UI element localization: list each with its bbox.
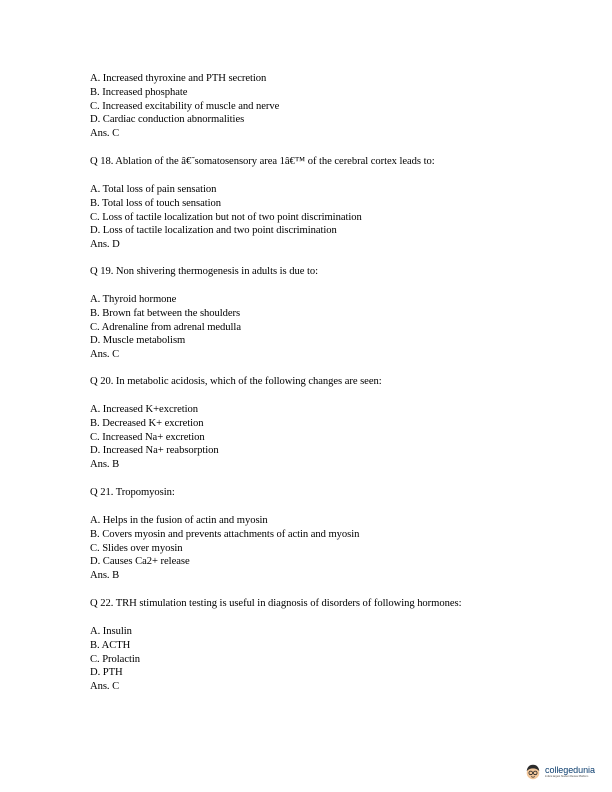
question-text: Q 18. Ablation of the â€˜somatosensory area 1â€™ of the cerebral cortex leads to: — [90, 156, 435, 167]
option-c: C. Increased excitability of muscle and nerve — [90, 100, 280, 112]
option-b: B. Increased phosphate — [90, 86, 188, 98]
answer: Ans. D — [90, 239, 120, 251]
options-list — [90, 293, 318, 362]
option-b: B. ACTH — [90, 639, 131, 651]
question-22 — [90, 597, 461, 694]
option-b: B. Covers myosin and prevents attachments of actin and myosin — [90, 528, 360, 540]
question-21 — [90, 486, 359, 583]
options-list — [90, 403, 382, 472]
option-a: A. Total loss of pain sensation — [90, 184, 217, 195]
question-20 — [90, 375, 382, 472]
mascot-icon — [524, 763, 542, 781]
option-c: C. Increased Na+ excretion — [90, 431, 205, 443]
options-list — [90, 183, 435, 252]
option-a: A. Insulin — [90, 626, 132, 637]
option-b: B. Decreased K+ excretion — [90, 417, 204, 429]
option-b: B. Total loss of touch sensation — [90, 197, 222, 209]
options-list — [90, 625, 461, 694]
question-text: Q 21. Tropomyosin: — [90, 487, 175, 498]
question-19 — [90, 265, 318, 362]
option-d: D. PTH — [90, 667, 123, 679]
brand-name: collegedunia — [545, 765, 595, 775]
answer: Ans. B — [90, 570, 120, 582]
option-a: A. Increased K+excretion — [90, 404, 199, 415]
question-18 — [90, 155, 435, 252]
option-c: C. Prolactin — [90, 653, 141, 665]
option-d: D. Muscle metabolism — [90, 335, 186, 347]
option-d: D. Cardiac conduction abnormalities — [90, 114, 245, 126]
option-b: B. Brown fat between the shoulders — [90, 307, 241, 319]
option-d: D. Causes Ca2+ release — [90, 556, 190, 568]
option-a: A. Thyroid hormone — [90, 294, 177, 305]
option-d: D. Increased Na+ reabsorption — [90, 445, 219, 457]
option-a: A. Helps in the fusion of actin and myosin — [90, 515, 268, 526]
option-a: A. Increased thyroxine and PTH secretion — [90, 73, 267, 84]
option-c: C. Loss of tactile localization but not of two point discrimination — [90, 211, 362, 223]
answer: Ans. C — [90, 681, 120, 693]
intro-block — [90, 72, 279, 141]
question-text: Q 19. Non shivering thermogenesis in adults is due to: — [90, 266, 318, 277]
brand-text — [545, 765, 595, 779]
option-d: D. Loss of tactile localization and two point discrimination — [90, 225, 337, 237]
option-c: C. Adrenaline from adrenal medulla — [90, 321, 241, 333]
brand-tagline: India's largest Student Review Platform — [545, 775, 589, 778]
option-c: C. Slides over myosin — [90, 542, 183, 554]
question-text: Q 20. In metabolic acidosis, which of the following changes are seen: — [90, 376, 382, 387]
answer: Ans. C — [90, 128, 120, 140]
options-list — [90, 514, 359, 583]
question-text: Q 22. TRH stimulation testing is useful in diagnosis of disorders of following hormones: — [90, 598, 462, 609]
answer: Ans. C — [90, 349, 120, 361]
answer: Ans. B — [90, 459, 120, 471]
collegedunia-logo[interactable] — [524, 760, 604, 784]
